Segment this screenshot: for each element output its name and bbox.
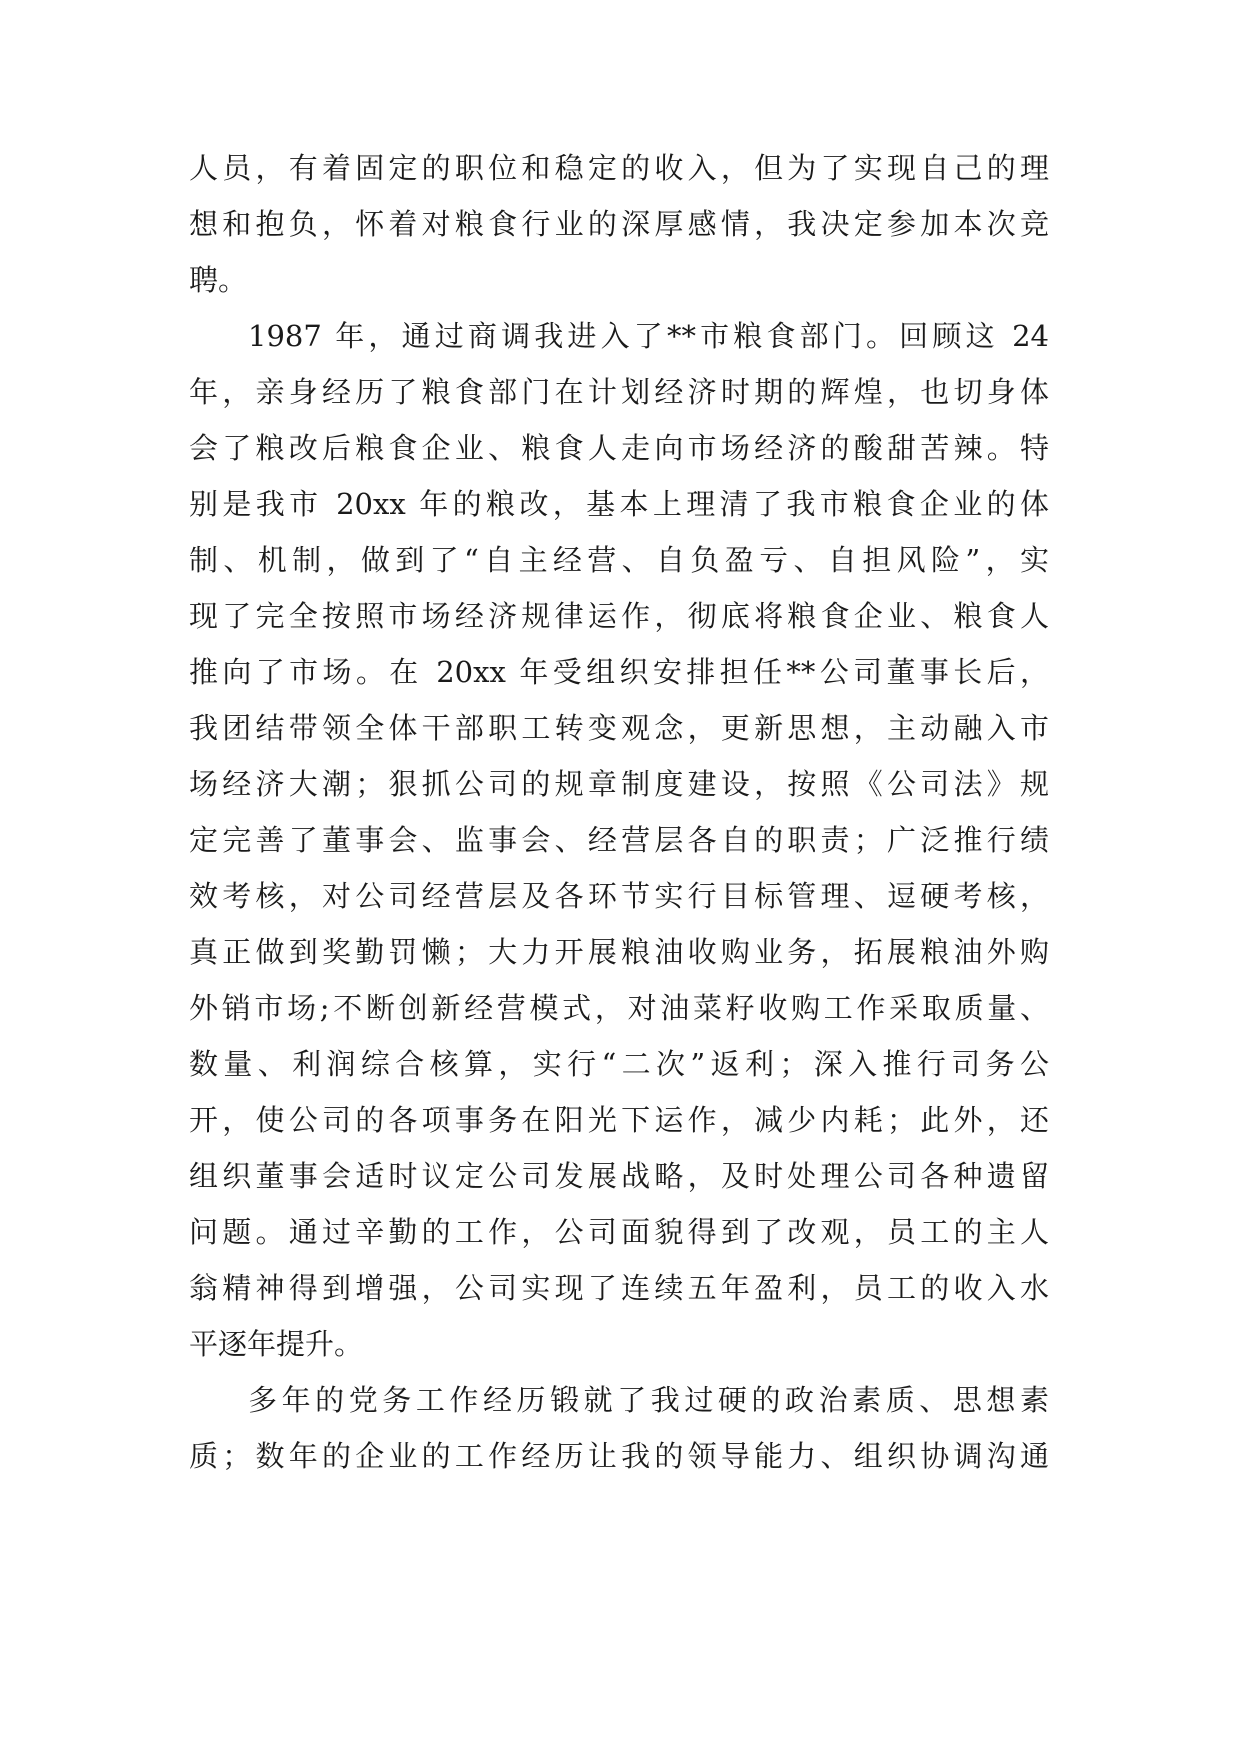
text-line: 年，亲身经历了粮食部门在计划经济时期的辉煌，也切身体 [189, 375, 1049, 409]
text-line: 现了完全按照市场经济规律运作，彻底将粮食企业、粮食人 [189, 599, 1049, 633]
text-line: 场经济大潮；狠抓公司的规章制度建设，按照《公司法》规 [189, 767, 1049, 801]
text-line: 定完善了董事会、监事会、经营层各自的职责；广泛推行绩 [189, 823, 1049, 857]
text-line: 推向了市场。在 20xx 年受组织安排担任**公司董事长后， [189, 655, 1049, 689]
text-line: 平逐年提升。 [189, 1327, 364, 1361]
text-line: 多年的党务工作经历锻就了我过硬的政治素质、思想素 [248, 1383, 1049, 1417]
text-line: 别是我市 20xx 年的粮改，基本上理清了我市粮食企业的体 [189, 487, 1049, 521]
text-line: 真正做到奖勤罚懒；大力开展粮油收购业务，拓展粮油外购 [189, 935, 1049, 969]
text-line: 人员，有着固定的职位和稳定的收入，但为了实现自己的理 [189, 151, 1049, 185]
text-line: 会了粮改后粮食企业、粮食人走向市场经济的酸甜苦辣。特 [189, 431, 1049, 465]
text-line: 组织董事会适时议定公司发展战略，及时处理公司各种遗留 [189, 1159, 1049, 1193]
text-line: 效考核，对公司经营层及各环节实行目标管理、逗硬考核， [189, 879, 1049, 913]
text-line: 质；数年的企业的工作经历让我的领导能力、组织协调沟通 [189, 1439, 1049, 1473]
text-line: 1987 年，通过商调我进入了**市粮食部门。回顾这 24 [248, 319, 1049, 353]
text-line: 问题。通过辛勤的工作，公司面貌得到了改观，员工的主人 [189, 1215, 1049, 1249]
text-line: 开，使公司的各项事务在阳光下运作，减少内耗；此外，还 [189, 1103, 1049, 1137]
text-line: 聘。 [189, 263, 248, 297]
text-line: 我团结带领全体干部职工转变观念，更新思想，主动融入市 [189, 711, 1049, 745]
text-line: 想和抱负，怀着对粮食行业的深厚感情，我决定参加本次竞 [189, 207, 1049, 241]
text-line: 外销市场;不断创新经营模式，对油菜籽收购工作采取质量、 [189, 991, 1049, 1025]
text-line: 数量、利润综合核算，实行“二次”返利；深入推行司务公 [189, 1047, 1049, 1081]
text-line: 翁精神得到增强，公司实现了连续五年盈利，员工的收入水 [189, 1271, 1049, 1305]
text-line: 制、机制，做到了“自主经营、自负盈亏、自担风险”，实 [189, 543, 1049, 577]
